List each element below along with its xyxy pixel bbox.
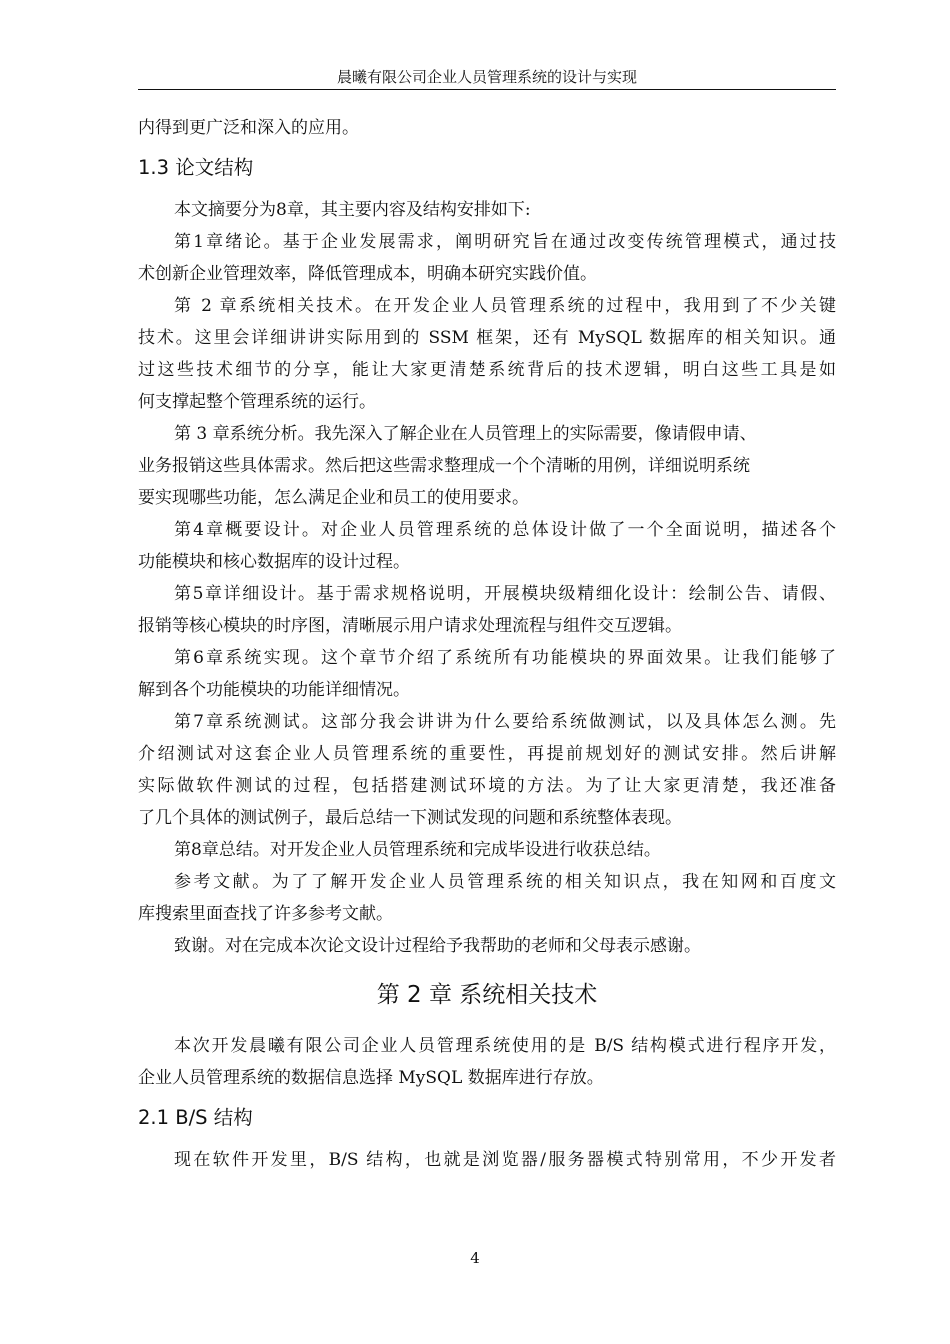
- section-heading-2-1: 2.1 B/S 结构: [138, 1106, 253, 1129]
- paragraph-line: 功能模块和核心数据库的设计过程。: [138, 552, 410, 572]
- paragraph-line: 第5章详细设计。基于需求规格说明，开展模块级精细化设计：绘制公告、请假、: [174, 584, 836, 604]
- paragraph-line: 致谢。对在完成本次论文设计过程给予我帮助的老师和父母表示感谢。: [174, 936, 701, 956]
- paragraph-line: 第 2 章系统相关技术。在开发企业人员管理系统的过程中，我用到了不少关键: [174, 296, 836, 316]
- paragraph-line: 本次开发晨曦有限公司企业人员管理系统使用的是 B/S 结构模式进行程序开发，: [174, 1036, 836, 1056]
- running-header: 晨曦有限公司企业人员管理系统的设计与实现: [336, 68, 637, 86]
- chapter-heading-2: 第 2 章 系统相关技术: [376, 982, 598, 1008]
- paragraph-line: 了几个具体的测试例子，最后总结一下测试发现的问题和系统整体表现。: [138, 808, 682, 828]
- paragraph-line: 第6章系统实现。这个章节介绍了系统所有功能模块的界面效果。让我们能够了: [174, 648, 836, 668]
- paragraph-line: 术创新企业管理效率，降低管理成本，明确本研究实践价值。: [138, 264, 597, 284]
- paragraph-line: 参考文献。为了了解开发企业人员管理系统的相关知识点，我在知网和百度文: [174, 872, 836, 892]
- section-heading-1-3: 1.3 论文结构: [138, 156, 254, 179]
- paragraph-line: 业务报销这些具体需求。然后把这些需求整理成一个个清晰的用例，详细说明系统: [138, 456, 750, 476]
- paragraph-line: 报销等核心模块的时序图，清晰展示用户请求处理流程与组件交互逻辑。: [138, 616, 682, 636]
- paragraph-line: 第1章绪论。基于企业发展需求，阐明研究旨在通过改变传统管理模式，通过技: [174, 232, 836, 252]
- paragraph-line: 实际做软件测试的过程，包括搭建测试环境的方法。为了让大家更清楚，我还准备: [138, 776, 836, 796]
- paragraph-line: 第 3 章系统分析。我先深入了解企业在人员管理上的实际需要，像请假申请、: [174, 424, 757, 444]
- header-rule: [138, 89, 836, 90]
- paragraph-line: 要实现哪些功能，怎么满足企业和员工的使用要求。: [138, 488, 529, 508]
- page-number: 4: [470, 1249, 480, 1267]
- paragraph-line: 技术。这里会详细讲讲实际用到的 SSM 框架，还有 MySQL 数据库的相关知识。通: [138, 328, 836, 348]
- paragraph-line: 何支撑起整个管理系统的运行。: [138, 392, 376, 412]
- paragraph-line: 解到各个功能模块的功能详细情况。: [138, 680, 410, 700]
- paragraph-line: 介绍测试对这套企业人员管理系统的重要性，再提前规划好的测试安排。然后讲解: [138, 744, 836, 764]
- paragraph-line: 内得到更广泛和深入的应用。: [138, 118, 359, 138]
- body-text: [138, 112, 836, 1176]
- paragraph-line: 企业人员管理系统的数据信息选择 MySQL 数据库进行存放。: [138, 1068, 604, 1088]
- paragraph-line: 本文摘要分为8章，其主要内容及结构安排如下:: [174, 200, 531, 220]
- paragraph-line: 过这些技术细节的分享，能让大家更清楚系统背后的技术逻辑，明白这些工具是如: [138, 360, 836, 380]
- paragraph-line: 库搜索里面查找了许多参考文献。: [138, 904, 393, 924]
- paragraph-line: 第8章总结。对开发企业人员管理系统和完成毕设进行收获总结。: [174, 840, 661, 860]
- paragraph-line: 第4章概要设计。对企业人员管理系统的总体设计做了一个全面说明，描述各个: [174, 520, 836, 540]
- paragraph-line: 第7章系统测试。这部分我会讲讲为什么要给系统做测试，以及具体怎么测。先: [174, 712, 836, 732]
- paragraph-line: 现在软件开发里，B/S 结构，也就是浏览器/服务器模式特别常用，不少开发者: [174, 1150, 836, 1170]
